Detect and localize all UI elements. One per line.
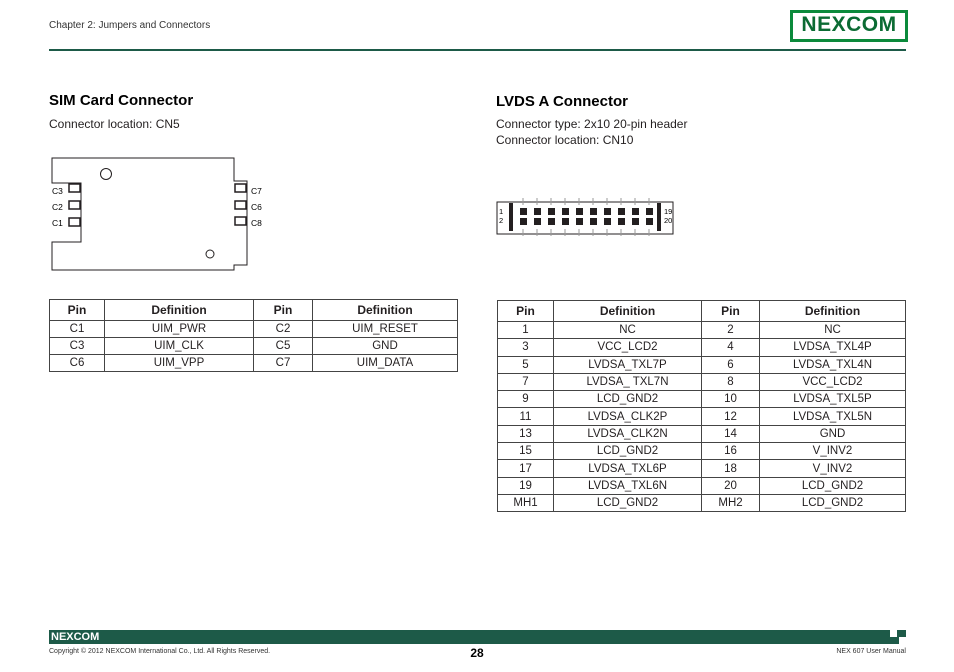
sim-title: SIM Card Connector: [49, 92, 194, 109]
definition-cell: NC: [760, 322, 906, 339]
header-rule: [49, 49, 906, 51]
definition-cell: UIM_PWR: [105, 321, 254, 338]
column-header: Definition: [105, 300, 254, 321]
pin-cell: 11: [498, 408, 554, 425]
definition-cell: UIM_DATA: [313, 355, 458, 372]
pin-cell: 17: [498, 460, 554, 477]
column-header: Pin: [702, 301, 760, 322]
logo-text: NEXCOM: [801, 13, 897, 36]
pin-cell: 9: [498, 391, 554, 408]
header-pin: [618, 208, 625, 215]
header-pin: [590, 218, 597, 225]
pin-cell: 5: [498, 356, 554, 373]
header-pin: [576, 218, 583, 225]
table-row: [498, 373, 906, 390]
column-header: Pin: [50, 300, 105, 321]
column-header: Definition: [760, 301, 906, 322]
pin-cell: 1: [498, 322, 554, 339]
sim-pin-label: C1: [52, 218, 63, 228]
pin-cell: C7: [254, 355, 313, 372]
pin-cell: 12: [702, 408, 760, 425]
definition-cell: LVDSA_CLK2N: [554, 425, 702, 442]
definition-cell: GND: [313, 338, 458, 355]
header-pin: [520, 218, 527, 225]
pin-cell: 16: [702, 443, 760, 460]
definition-cell: V_INV2: [760, 460, 906, 477]
pin-cell: 6: [702, 356, 760, 373]
definition-cell: V_INV2: [760, 443, 906, 460]
table-row: [498, 391, 906, 408]
sim-pin-label: C3: [52, 186, 63, 196]
table-row: [498, 322, 906, 339]
table-row: [498, 339, 906, 356]
definition-cell: NC: [554, 322, 702, 339]
table-row: [498, 443, 906, 460]
column-header: Pin: [254, 300, 313, 321]
pin-cell: C2: [254, 321, 313, 338]
lvds-location: Connector location: CN10: [496, 133, 634, 147]
lvds-title: LVDS A Connector: [496, 93, 628, 110]
definition-cell: LVDSA_TXL6P: [554, 460, 702, 477]
header-pin: [548, 218, 555, 225]
footer-bar: [49, 630, 906, 644]
sim-key-circle-small: [206, 250, 214, 258]
definition-cell: LCD_GND2: [554, 443, 702, 460]
pin-cell: 8: [702, 373, 760, 390]
definition-cell: LVDSA_TXL4N: [760, 356, 906, 373]
header-pin: [576, 208, 583, 215]
table-header-row: [498, 301, 906, 322]
table-row: [50, 355, 458, 372]
header-pin: [618, 218, 625, 225]
sim-pin-label: C7: [251, 186, 262, 196]
chapter-title: Chapter 2: Jumpers and Connectors: [49, 20, 211, 31]
pin-cell: 4: [702, 339, 760, 356]
table-header-row: [50, 300, 458, 321]
pin-cell: C6: [50, 355, 105, 372]
definition-cell: VCC_LCD2: [760, 373, 906, 390]
pin-cell: 13: [498, 425, 554, 442]
pin-cell: 15: [498, 443, 554, 460]
sim-location: Connector location: CN5: [49, 117, 180, 131]
definition-cell: VCC_LCD2: [554, 339, 702, 356]
definition-cell: LVDSA_TXL7P: [554, 356, 702, 373]
header-pin: [646, 218, 653, 225]
sim-pin-label: C8: [251, 218, 262, 228]
header-pin: [534, 208, 541, 215]
pin-cell: C5: [254, 338, 313, 355]
lvds-pin-grid: [520, 198, 653, 236]
page-number: 28: [470, 646, 484, 660]
header-latch: [509, 203, 513, 231]
pin-number-label: 20: [664, 216, 673, 225]
definition-cell: GND: [760, 425, 906, 442]
definition-cell: UIM_VPP: [105, 355, 254, 372]
definition-cell: LVDSA_ TXL7N: [554, 373, 702, 390]
pin-number-label: 19: [664, 207, 673, 216]
sim-pin-label: C2: [52, 202, 63, 212]
pin-cell: 18: [702, 460, 760, 477]
column-header: Definition: [554, 301, 702, 322]
header-pin: [632, 208, 639, 215]
definition-cell: LVDSA_TXL5P: [760, 391, 906, 408]
pin-cell: 10: [702, 391, 760, 408]
definition-cell: LCD_GND2: [760, 477, 906, 494]
table-row: [498, 477, 906, 494]
definition-cell: LVDSA_CLK2P: [554, 408, 702, 425]
header-pin: [562, 218, 569, 225]
footer-decor: [899, 637, 906, 644]
column-header: Definition: [313, 300, 458, 321]
pin-cell: C3: [50, 338, 105, 355]
definition-cell: LVDSA_TXL4P: [760, 339, 906, 356]
pin-cell: 14: [702, 425, 760, 442]
footer-decor: [890, 630, 897, 637]
header-pin: [632, 218, 639, 225]
pin-number-label: 2: [499, 216, 504, 225]
table-row: [498, 460, 906, 477]
definition-cell: UIM_CLK: [105, 338, 254, 355]
pin-cell: MH1: [498, 494, 554, 511]
copyright: Copyright © 2012 NEXCOM International Co., Ltd. All Rights Reserved.: [49, 648, 271, 655]
table-row: [498, 408, 906, 425]
nexcom-logo: [790, 10, 908, 42]
definition-cell: LVDSA_TXL6N: [554, 477, 702, 494]
sim-pin-table: [49, 299, 458, 372]
footer-logo: NEXCOM: [51, 631, 100, 643]
column-header: Pin: [498, 301, 554, 322]
table-row: [50, 321, 458, 338]
definition-cell: UIM_RESET: [313, 321, 458, 338]
lvds-header-diagram: [496, 193, 676, 237]
lvds-pin-table: [497, 300, 906, 512]
header-latch: [657, 203, 661, 231]
header-pin: [520, 208, 527, 215]
header-pin: [590, 208, 597, 215]
header-pin: [534, 218, 541, 225]
header-pin: [548, 208, 555, 215]
table-row: [498, 356, 906, 373]
manual-title: NEX 607 User Manual: [836, 648, 906, 655]
table-row: [50, 338, 458, 355]
definition-cell: LCD_GND2: [554, 494, 702, 511]
pin-cell: 2: [702, 322, 760, 339]
lvds-type: Connector type: 2x10 20-pin header: [496, 117, 688, 131]
header-pin: [604, 218, 611, 225]
sim-key-circle: [101, 169, 112, 180]
definition-cell: LVDSA_TXL5N: [760, 408, 906, 425]
pin-cell: 7: [498, 373, 554, 390]
sim-connector-diagram: [48, 155, 262, 275]
pin-number-label: 1: [499, 207, 504, 216]
definition-cell: LCD_GND2: [554, 391, 702, 408]
pin-cell: 19: [498, 477, 554, 494]
table-row: [498, 425, 906, 442]
pin-cell: MH2: [702, 494, 760, 511]
header-pin: [562, 208, 569, 215]
definition-cell: LCD_GND2: [760, 494, 906, 511]
pin-cell: C1: [50, 321, 105, 338]
header-pin: [604, 208, 611, 215]
table-row: [498, 494, 906, 511]
header-pin: [646, 208, 653, 215]
sim-pin-label: C6: [251, 202, 262, 212]
pin-cell: 20: [702, 477, 760, 494]
pin-cell: 3: [498, 339, 554, 356]
